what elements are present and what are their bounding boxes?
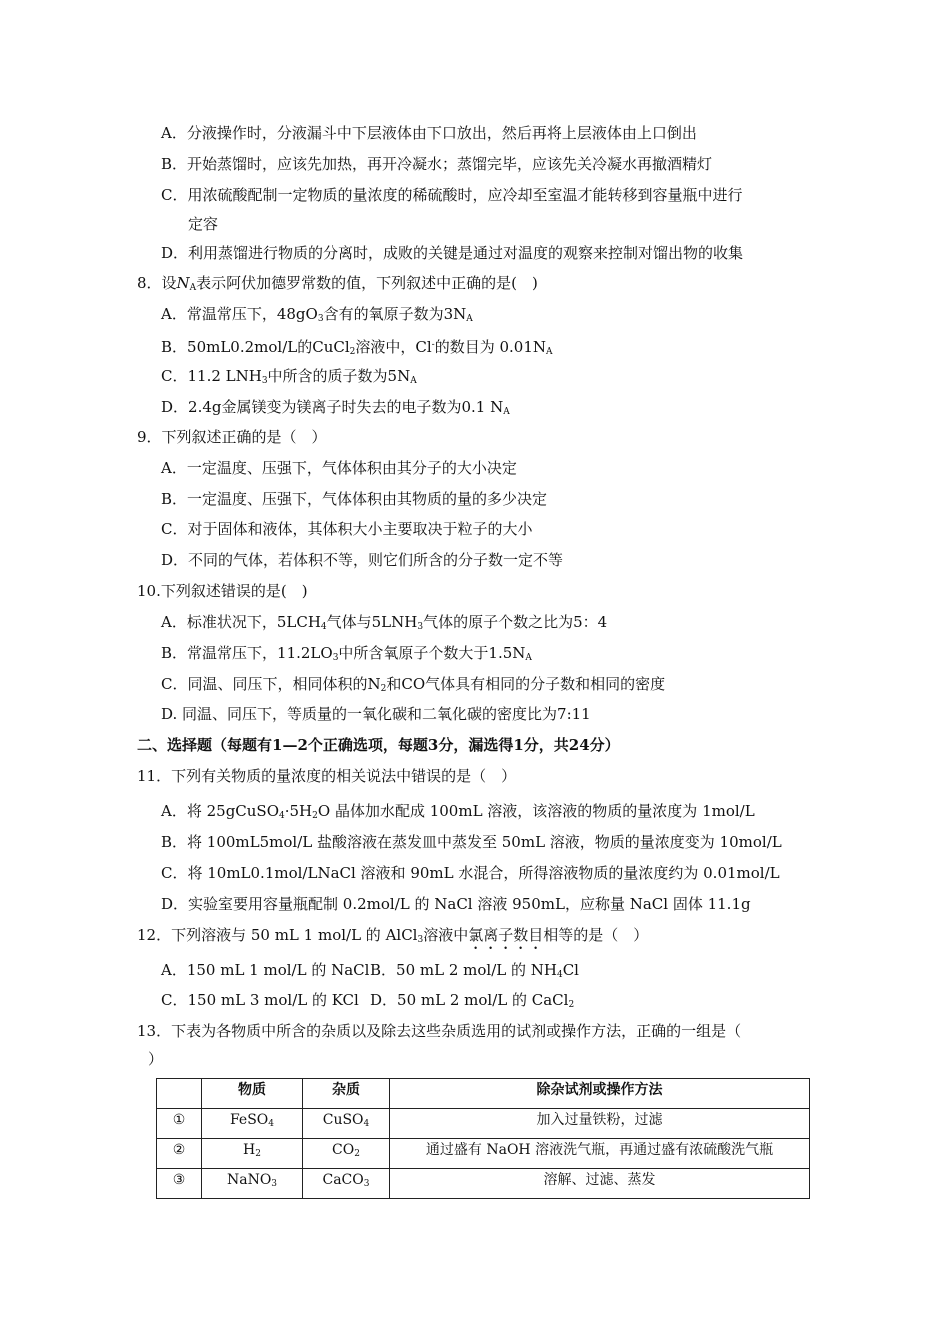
- q9-option-d: D．不同的气体，若体积不等，则它们所含的分子数一定不等: [161, 551, 564, 569]
- q7-option-c: C．用浓硫酸配制一定物质的量浓度的稀硫酸时，应冷却至室温才能转移到容量瓶中进行: [161, 186, 743, 204]
- q7-option-b: B．开始蒸馏时，应该先加热，再开冷凝水；蒸馏完毕，应该先关冷凝水再撤酒精灯: [161, 155, 713, 173]
- q10-stem: 10.下列叙述错误的是( ): [137, 582, 308, 600]
- substance-cell: FeSO$_4$: [202, 1109, 303, 1139]
- table-header-substance: 物质: [202, 1079, 303, 1109]
- q7-option-d: D．利用蒸馏进行物质的分离时，成败的关键是通过对温度的观察来控制对馏出物的收集: [161, 244, 744, 262]
- q11-option-d: D．实验室要用容量瓶配制 0.2mol/L 的 NaCl 溶液 950mL，应称量 NaCl 固体 11.1g: [161, 895, 751, 913]
- q8-option-a: A．常温常压下，$48gO_3$含有的氧原子数为$3N_A$: [161, 305, 473, 324]
- q7-option-c-cont: 定容: [188, 215, 219, 233]
- impurity-cell: $CO_2$: [303, 1139, 390, 1169]
- q12-option-d: D．50 mL 2 mol/L 的 CaCl$_2$: [370, 991, 575, 1010]
- q11-option-c: C．将 10mL0.1mol/LNaCl 溶液和 90mL 水混合，所得溶液物质的量浓度约为 0.01mol/L: [161, 864, 780, 882]
- q8-option-b: B．50mL0.2mol/L的CuCl$_2$溶液中，Cl-的数目为 $0.01N_A$: [161, 338, 553, 357]
- substance-cell: NaNO$_3$: [202, 1169, 303, 1199]
- q12-stem: 12．下列溶液与 50 mL 1 mol/L 的 AlCl$_3$溶液中氯离子数目相等的是（ ）: [137, 926, 649, 945]
- q7-option-a: A．分液操作时，分液漏斗中下层液体由下口放出，然后再将上层液体由上口倒出: [161, 124, 697, 142]
- section-heading: 二、选择题（每题有1—2个正确选项，每题3分，漏选得1分，共24分）: [137, 736, 620, 754]
- q11-stem: 11．下列有关物质的量浓度的相关说法中错误的是（ ）: [137, 767, 517, 785]
- q9-option-b: B．一定温度、压强下，气体体积由其物质的量的多少决定: [161, 490, 548, 508]
- q9-stem: 9．下列叙述正确的是（ ）: [137, 428, 327, 446]
- q9-option-a: A．一定温度、压强下，气体体积由其分子的大小决定: [161, 459, 517, 477]
- impurity-cell: CaCO$_3$: [303, 1169, 390, 1199]
- q12-option-c: C．150 mL 3 mol/L 的 KCl: [161, 991, 359, 1009]
- table-row: [157, 1109, 810, 1139]
- q13-stem: 13．下表为各物质中所含的杂质以及除去这些杂质选用的试剂或操作方法，正确的一组是（: [137, 1022, 742, 1040]
- impurity-cell: CuSO$_4$: [303, 1109, 390, 1139]
- q8-option-d: D．2.4g金属镁变为镁离子时失去的电子数为0.1 $N_A$: [161, 398, 510, 417]
- table-header-row: [157, 1079, 810, 1109]
- q11-option-a: A．将 $25gCuSO_4\cdot 5H_2O$ 晶体加水配成 100mL 溶液，该溶液的物质的量浓度为 1mol/L: [161, 802, 755, 821]
- method-cell: 加入过量铁粉，过滤: [390, 1109, 810, 1139]
- q12-option-a: A．150 mL 1 mol/L 的 NaCl: [161, 961, 370, 979]
- q13-stem-cont: ）: [148, 1050, 164, 1068]
- q12-option-b: B．50 mL 2 mol/L 的 $NH_4Cl$: [370, 961, 579, 980]
- row-number: ②: [157, 1139, 202, 1169]
- method-cell: 溶解、过滤、蒸发: [390, 1169, 810, 1199]
- method-cell: 通过盛有 NaOH 溶液洗气瓶，再通过盛有浓硫酸洗气瓶: [390, 1139, 810, 1169]
- table-row: [157, 1139, 810, 1169]
- q10-option-d: D. 同温、同压下，等质量的一氧化碳和二氧化碳的密度比为7:11: [161, 705, 591, 723]
- q10-option-c: C．同温、同压下，相同体积的$N_2$和CO气体具有相同的分子数和相同的密度: [161, 675, 666, 694]
- q10-option-a: A．标准状况下，$5LCH_4$气体与$5LNH_3$气体的原子个数之比为5：4: [161, 613, 608, 632]
- q8-option-c: C．11.2 $LNH_3$中所含的质子数为$5N_A$: [161, 367, 417, 386]
- q8-stem: 8．设$N_A$表示阿伏加德罗常数的值，下列叙述中正确的是( ): [137, 274, 538, 293]
- table-header-impurity: 杂质: [303, 1079, 390, 1109]
- q9-option-c: C．对于固体和液体，其体积大小主要取决于粒子的大小: [161, 520, 533, 538]
- impurity-table: [156, 1078, 810, 1199]
- table-row: [157, 1169, 810, 1199]
- q10-option-b: B．常温常压下，$11.2LO_3$中所含氧原子个数大于$1.5N_A$: [161, 644, 532, 663]
- table-header-method: 除杂试剂或操作方法: [390, 1079, 810, 1109]
- row-number: ③: [157, 1169, 202, 1199]
- q11-option-b: B．将 100mL5mol/L 盐酸溶液在蒸发皿中蒸发至 50mL 溶液，物质的量浓度变为 10mol/L: [161, 833, 782, 851]
- substance-cell: $H_2$: [202, 1139, 303, 1169]
- table-header-no: [157, 1079, 202, 1109]
- row-number: ①: [157, 1109, 202, 1139]
